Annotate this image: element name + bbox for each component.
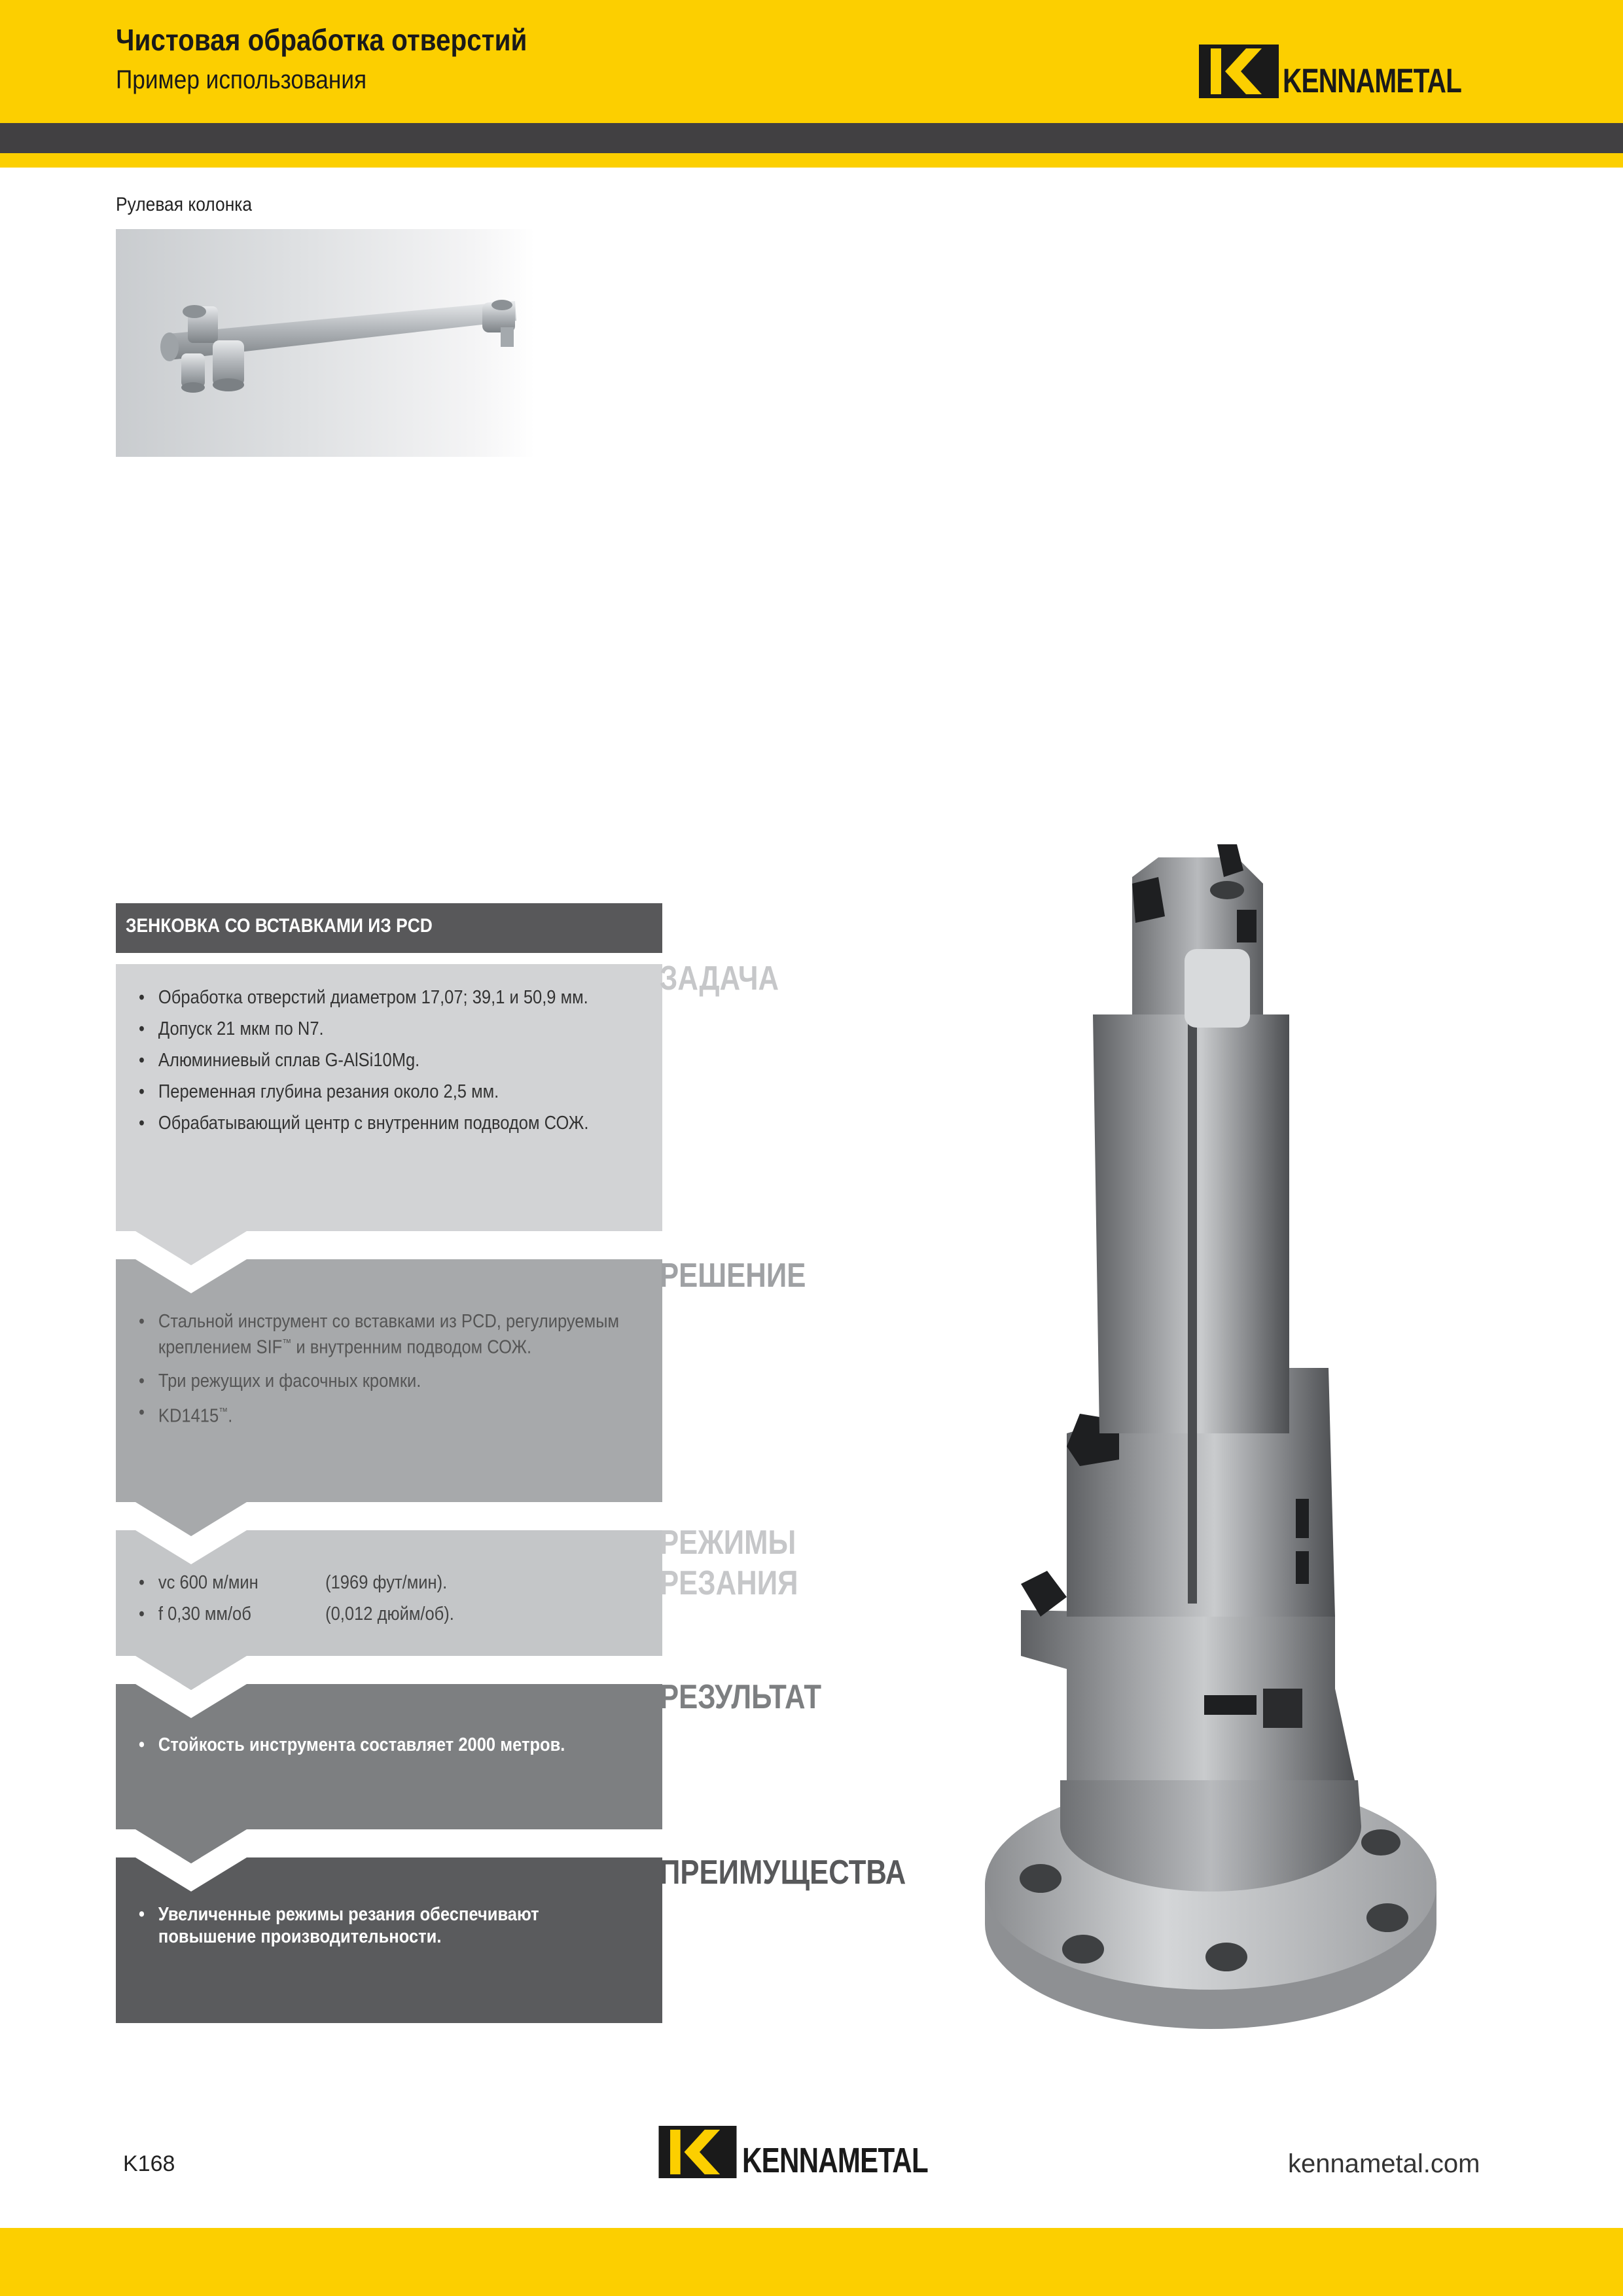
solution-item-1-line2a: креплением SIF <box>158 1336 283 1358</box>
cutting-param-imperial: (1969 фут/мин). <box>325 1572 448 1593</box>
section-label-cutting-data <box>660 1522 798 1604</box>
list-item: • Три режущих и фасочных кромки. <box>139 1365 619 1397</box>
list-item: • Допуск 21 мкм по N7. <box>139 1013 588 1045</box>
pcd-countersink-tool-image <box>969 844 1453 2036</box>
panel-title: ЗЕНКОВКА СО ВСТАВКАМИ ИЗ PCD <box>126 915 433 937</box>
grade-period: . <box>228 1405 233 1427</box>
header-yellow-stripe <box>0 153 1623 168</box>
steering-column-image <box>116 229 535 457</box>
list-item: • Обработка отверстий диаметром 17,07; 39,1 и 50,9 мм. <box>139 982 588 1013</box>
result-list <box>139 1729 565 1761</box>
list-item <box>139 1397 619 1432</box>
list-item <box>139 1567 454 1598</box>
list-item <box>139 1598 454 1630</box>
cutting-data-list <box>139 1567 454 1630</box>
part-caption: Рулевая колонка <box>116 194 253 215</box>
section-label-solution: РЕШЕНИЕ <box>660 1257 806 1295</box>
list-item: • Стойкость инструмента составляет 2000 метров. <box>139 1729 565 1761</box>
footer-bar <box>0 2228 1623 2296</box>
logo-text: KENNAMETAL <box>1283 62 1462 100</box>
cutting-param: f 0,30 мм/об <box>158 1604 251 1624</box>
list-item <box>139 1903 539 1948</box>
page-subtitle: Пример использования <box>116 65 367 94</box>
section-label-result: РЕЗУЛЬТАТ <box>660 1678 822 1716</box>
cutting-param-imperial: (0,012 дюйм/об). <box>325 1604 454 1624</box>
solution-item-1-line2b: и внутренним подводом СОЖ. <box>291 1336 532 1358</box>
kennametal-logo <box>1199 45 1512 98</box>
cutting-data-label-line1: РЕЖИМЫ <box>660 1524 796 1562</box>
grade-code: KD1415 <box>158 1405 219 1427</box>
trademark: ™ <box>282 1338 292 1349</box>
benefits-list <box>139 1903 539 1948</box>
website-link[interactable]: kennametal.com <box>1288 2149 1480 2178</box>
section-label-task: ЗАДАЧА <box>660 960 779 997</box>
list-item: • Переменная глубина резания около 2,5 мм. <box>139 1076 588 1107</box>
cutting-data-label-line2: РЕЗАНИЯ <box>660 1564 798 1602</box>
kennametal-k-icon <box>1199 45 1279 98</box>
solution-item-1-line1: Стальной инструмент со вставками из PCD, регулируемым <box>158 1311 620 1332</box>
solution-list <box>139 1310 619 1431</box>
list-item <box>139 1310 619 1359</box>
task-list <box>139 982 588 1139</box>
logo-text: KENNAMETAL <box>742 2141 928 2180</box>
trademark: ™ <box>219 1406 228 1418</box>
section-label-benefits: ПРЕИМУЩЕСТВА <box>660 1854 906 1892</box>
page-number: K168 <box>123 2151 175 2176</box>
list-item: • Алюминиевый сплав G-AlSi10Mg. <box>139 1045 588 1076</box>
page-title: Чистовая обработка отверстий <box>116 23 527 57</box>
cutting-param: vc 600 м/мин <box>158 1572 259 1593</box>
benefit-line1: Увеличенные режимы резания обеспечивают <box>158 1904 539 1925</box>
kennametal-footer-logo <box>657 2126 980 2178</box>
header-dark-stripe <box>0 123 1623 153</box>
list-item: • Обрабатывающий центр с внутренним подводом СОЖ. <box>139 1107 588 1139</box>
benefit-line2: повышение производительности. <box>158 1926 442 1947</box>
kennametal-k-icon <box>657 2126 738 2178</box>
